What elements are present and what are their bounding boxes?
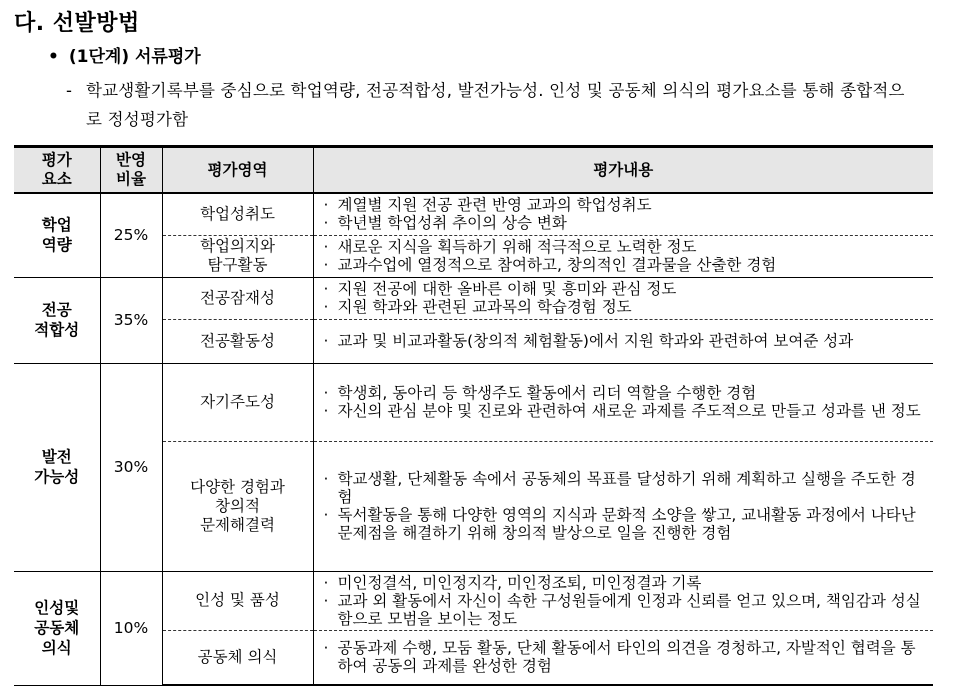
content-cell: [313, 630, 933, 685]
content-cell: [313, 571, 933, 630]
stage-heading: [48, 42, 201, 67]
table-row: [14, 363, 933, 441]
ratio-cell: 30%: [100, 363, 162, 571]
bullet-icon: •: [48, 47, 59, 67]
item-text: 지원 전공에 대한 올바른 이해 및 흥미와 관심 정도: [337, 280, 677, 298]
item-marker: ·: [323, 256, 329, 274]
content-item: [324, 592, 928, 628]
factor-cell: 인성및 공동체 의식: [14, 571, 100, 685]
item-marker: ·: [323, 402, 329, 420]
item-text: 계열별 지원 전공 관련 반영 교과의 학업성취도: [337, 196, 652, 215]
item-text: 교과 및 비교과활동(창의적 체험활동)에서 지원 학과와 관련하여 보여준 성과: [337, 332, 854, 350]
ratio-cell: 25%: [100, 193, 162, 277]
stage-label: (1단계) 서류평가: [68, 47, 201, 67]
item-marker: ·: [323, 238, 329, 256]
content-item: [324, 332, 928, 350]
factor-cell: 학업 역량: [14, 193, 100, 277]
content-item: [324, 470, 928, 506]
item-marker: ·: [323, 470, 329, 488]
content-cell: [313, 363, 933, 441]
item-marker: ·: [323, 332, 329, 350]
item-marker: ·: [323, 573, 329, 592]
header-factor: 평가 요소: [14, 147, 100, 194]
area-cell: 공동체 의식: [162, 630, 313, 685]
description-text: 학교생활기록부를 중심으로 학업역량, 전공적합성, 발전가능성. 인성 및 공동체 의식의 평가요소를 통해 종합적으로 정성평가함: [86, 81, 905, 129]
item-text: 미인정결석, 미인정지각, 미인정조퇴, 미인정결과 기록: [337, 573, 702, 592]
item-text: 독서활동을 통해 다양한 영역의 지식과 문화적 소양을 쌓고, 교내활동 과정에서 나타난 문제점을 해결하기 위해 창의적 발상으로 일을 진행한 경험: [337, 506, 916, 542]
item-marker: ·: [323, 214, 329, 233]
content-cell: [313, 277, 933, 319]
factor-cell: 전공 적합성: [14, 277, 100, 363]
table-row: [14, 277, 933, 319]
ratio-cell: 10%: [100, 571, 162, 685]
header-content: 평가내용: [313, 147, 933, 194]
item-text: 자신의 관심 분야 및 진로와 관련하여 새로운 과제를 주도적으로 만들고 성과를 낸 정도: [337, 402, 921, 420]
evaluation-table: [14, 145, 933, 686]
item-text: 새로운 지식을 획득하기 위해 적극적으로 노력한 정도: [337, 238, 697, 256]
area-cell: 다양한 경험과 창의적 문제해결력: [162, 441, 313, 571]
table-body: [14, 193, 933, 685]
content-item: [324, 238, 928, 256]
header-ratio: 반영 비율: [100, 147, 162, 194]
item-marker: ·: [323, 591, 329, 610]
content-item: [324, 402, 928, 420]
content-cell: [313, 235, 933, 277]
section-heading: 다. 선발방법: [14, 11, 140, 36]
item-marker: ·: [323, 280, 329, 298]
item-text: 공동과제 수행, 모둠 활동, 단체 활동에서 타인의 의견을 경청하고, 자발적인 협력을 통하여 공동의 과제를 완성한 경험: [337, 639, 916, 676]
content-cell: [313, 319, 933, 363]
content-item: [324, 639, 928, 675]
item-marker: ·: [323, 196, 329, 215]
content-item: [324, 298, 928, 316]
table-row: [14, 571, 933, 630]
header-area: 평가영역: [162, 147, 313, 194]
content-item: [324, 384, 928, 402]
content-cell: [313, 441, 933, 571]
ratio-cell: 35%: [100, 277, 162, 363]
area-cell: 전공활동성: [162, 319, 313, 363]
item-text: 지원 학과와 관련된 교과목의 학습경험 정도: [337, 298, 632, 316]
content-item: [324, 280, 928, 298]
content-item: [324, 196, 928, 214]
item-text: 교과 외 활동에서 자신이 속한 구성원들에게 인정과 신뢰를 얻고 있으며, 책임감과 성실함으로 모범을 보이는 정도: [337, 591, 921, 628]
content-cell: [313, 193, 933, 235]
item-marker: ·: [323, 639, 329, 658]
item-marker: ·: [323, 506, 329, 524]
item-text: 교과수업에 열정적으로 참여하고, 창의적인 결과물을 산출한 경험: [337, 256, 777, 274]
item-marker: ·: [323, 384, 329, 402]
description: [66, 76, 906, 134]
content-item: [324, 506, 928, 542]
table-header-row: [14, 147, 933, 194]
item-text: 학교생활, 단체활동 속에서 공동체의 목표를 달성하기 위해 계획하고 실행을 주도한 경험: [337, 470, 916, 506]
area-cell: 인성 및 품성: [162, 571, 313, 630]
area-cell: 학업성취도: [162, 193, 313, 235]
area-cell: 학업의지와 탐구활동: [162, 235, 313, 277]
item-text: 학년별 학업성취 추이의 상승 변화: [337, 214, 567, 233]
factor-cell: 발전 가능성: [14, 363, 100, 571]
dash-marker: -: [66, 81, 72, 100]
area-cell: 전공잠재성: [162, 277, 313, 319]
item-text: 학생회, 동아리 등 학생주도 활동에서 리더 역할을 수행한 경험: [337, 384, 757, 402]
table-row: [14, 193, 933, 235]
content-item: [324, 574, 928, 592]
area-cell: 자기주도성: [162, 363, 313, 441]
item-marker: ·: [323, 298, 329, 316]
content-item: [324, 256, 928, 274]
content-item: [324, 214, 928, 232]
